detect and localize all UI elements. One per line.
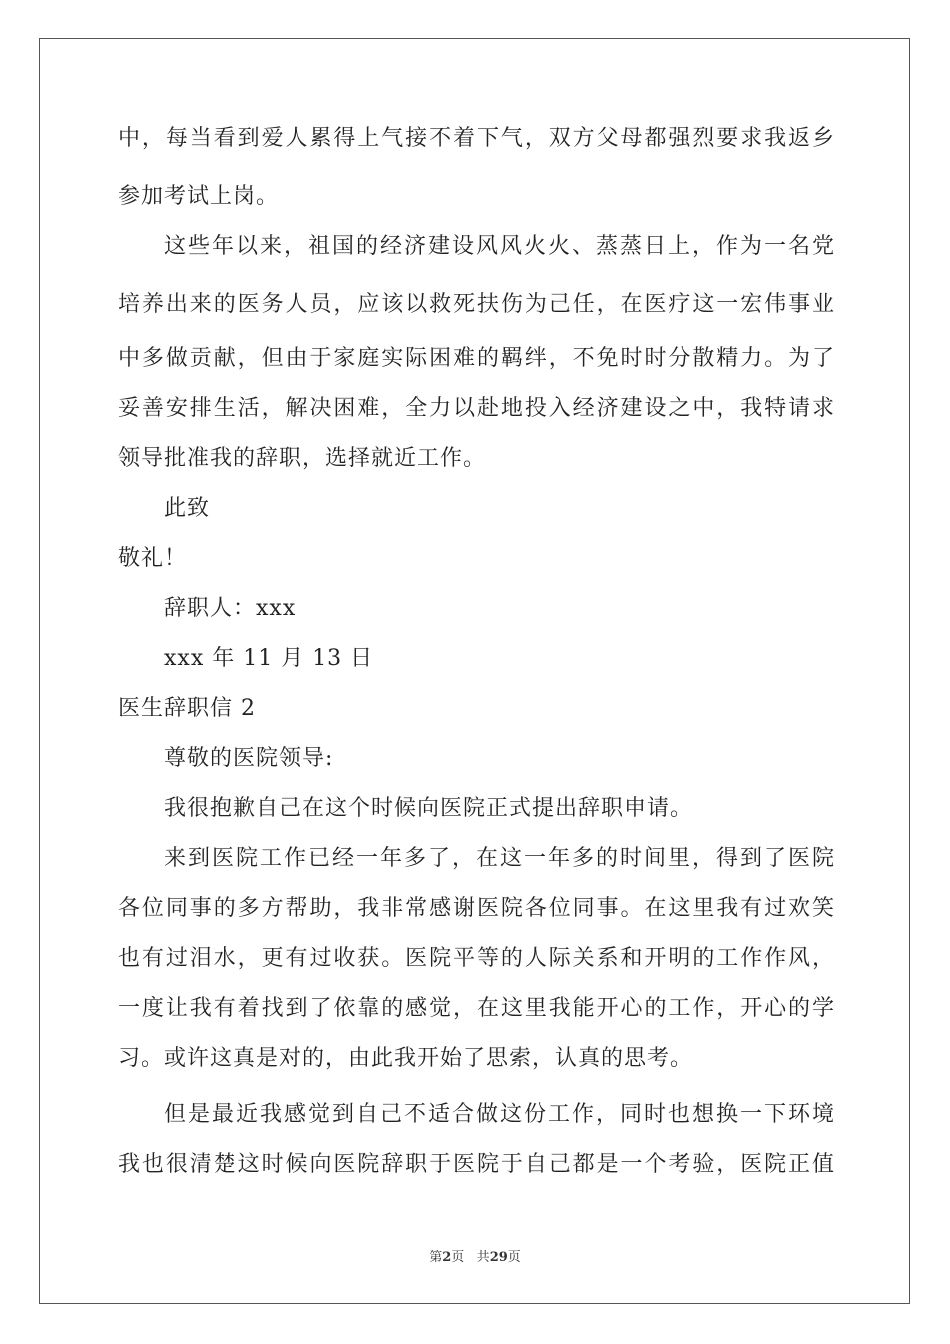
- text-line: 培养出来的医务人员，应该以救死扶伤为己任，在医疗这一宏伟事业: [118, 292, 834, 317]
- paragraph-first-line: 这些年以来，祖国的经济建设风风火火、蒸蒸日上，作为一名党: [164, 234, 834, 259]
- signature-name: 辞职人：xxx: [164, 596, 297, 621]
- page-footer: [0, 1246, 950, 1265]
- closing-regards: 敬礼！: [118, 546, 188, 571]
- text-line: 我也很清楚这时候向医院辞职于医院于自己都是一个考验，医院正值: [118, 1152, 834, 1177]
- text-line: 中多做贡献，但由于家庭实际困难的羁绊，不免时时分散精力。为了: [118, 346, 834, 371]
- total-prefix: 共: [476, 1250, 490, 1265]
- paragraph-first-line: 来到医院工作已经一年多了，在这一年多的时间里，得到了医院: [164, 846, 834, 871]
- section-title: 医生辞职信 2: [118, 696, 256, 721]
- text-line: 也有过泪水，更有过收获。医院平等的人际关系和开明的工作作风，: [118, 946, 834, 971]
- text-line: 中，每当看到爱人累得上气接不着下气，双方父母都强烈要求我返乡: [118, 126, 834, 151]
- paragraph-first-line: 我很抱歉自己在这个时候向医院正式提出辞职申请。: [164, 796, 694, 821]
- page-suffix: 页: [451, 1250, 465, 1265]
- paragraph-first-line: 但是最近我感觉到自己不适合做这份工作，同时也想换一下环境: [164, 1102, 834, 1127]
- text-line: 习。或许这真是对的，由此我开始了思索，认真的思考。: [118, 1046, 694, 1071]
- text-line: 妥善安排生活，解决困难，全力以赴地投入经济建设之中，我特请求: [118, 396, 834, 421]
- page-prefix: 第: [429, 1250, 443, 1265]
- text-line: 各位同事的多方帮助，我非常感谢医院各位同事。在这里我有过欢笑: [118, 896, 834, 921]
- closing-salutation: 此致: [164, 496, 211, 521]
- text-line: 领导批准我的辞职，选择就近工作。: [118, 446, 487, 471]
- text-line: 参加考试上岗。: [118, 184, 280, 209]
- signature-date: xxx 年 11 月 13 日: [164, 646, 374, 671]
- text-line: 一度让我有着找到了依靠的感觉，在这里我能开心的工作，开心的学: [118, 996, 834, 1021]
- total-pages: 29: [489, 1250, 508, 1265]
- letter-greeting: 尊敬的医院领导:: [164, 746, 334, 771]
- total-suffix: 页: [507, 1250, 521, 1265]
- page-number: 2: [442, 1250, 452, 1265]
